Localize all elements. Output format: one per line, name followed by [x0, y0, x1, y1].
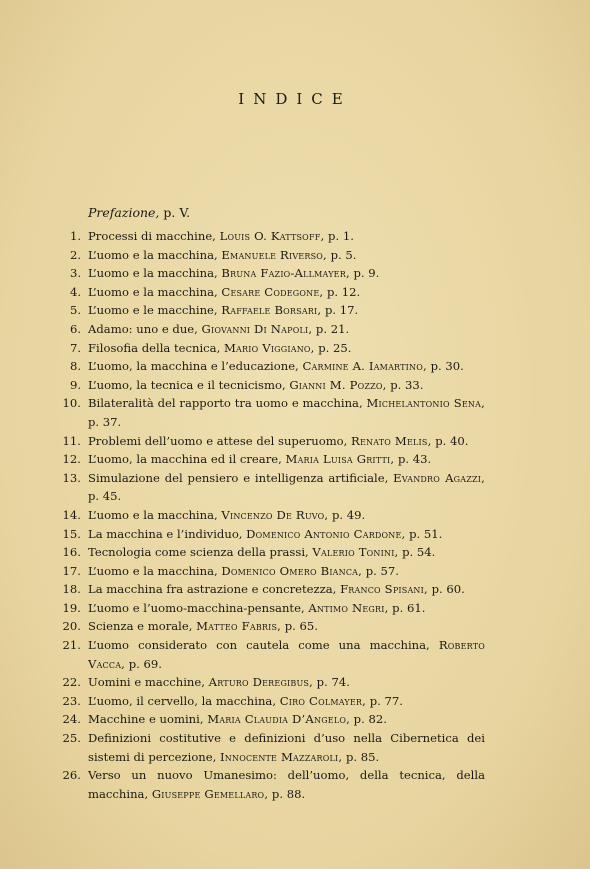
toc-entry	[45, 469, 485, 506]
entry-title: Scienza e morale,	[88, 619, 193, 634]
table-of-contents	[45, 227, 485, 803]
toc-entry	[45, 543, 485, 562]
entry-number: 19.	[62, 600, 81, 615]
entry-number: 13.	[62, 470, 81, 485]
entry-author: Innocente Mazzaroli,	[220, 749, 343, 764]
toc-entry	[45, 766, 485, 803]
entry-author: Louis O. Kattsoff,	[219, 229, 325, 243]
entry-author: Renato Melis,	[351, 433, 432, 448]
entry-title: Verso un nuovo Umanesimo: dell’uomo, della tecnica, della macchina,	[88, 768, 485, 801]
entry-author: Gianni M. Pozzo,	[289, 377, 387, 392]
entry-number: 21.	[62, 638, 81, 653]
entry-title: La macchina fra astrazione e concretezza,	[88, 582, 337, 597]
entry-page: p. 82.	[353, 712, 387, 727]
entry-page: p. 17.	[324, 303, 359, 318]
entry-title: L’uomo e la macchina,	[88, 247, 218, 262]
entry-page: p. 74.	[316, 675, 350, 690]
entry-title: L’uomo, il cervello, la macchina,	[88, 693, 277, 708]
entry-page: p. 1.	[328, 229, 354, 243]
entry-number: 1.	[69, 229, 81, 243]
entry-author: Michelantonio Sena,	[366, 396, 485, 411]
entry-title: L’uomo e la macchina,	[88, 507, 218, 522]
entry-number: 8.	[69, 359, 81, 374]
entry-page: p. 77.	[369, 693, 403, 708]
entry-number: 3.	[69, 266, 81, 281]
entry-title: L’uomo, la tecnica e il tecnicismo,	[88, 377, 286, 392]
toc-entry	[45, 357, 485, 376]
toc-entry	[45, 562, 485, 581]
toc-entry	[45, 283, 485, 302]
entry-author: Matteo Fabris,	[196, 619, 282, 634]
entry-title: Definizioni costitutive e definizioni d’uso nella Cibernetica dei sistemi di percezione,	[88, 731, 485, 764]
entry-number: 9.	[69, 377, 81, 392]
entry-title: L’uomo e l’uomo-macchina-pensante,	[88, 600, 305, 615]
entry-title: L’uomo, la macchina e l’educazione,	[88, 359, 299, 374]
entry-page: p. 57.	[365, 563, 399, 578]
entry-title: Adamo: uno e due,	[88, 321, 198, 336]
entry-page: p. 49.	[331, 507, 366, 522]
entry-page: p. 45.	[88, 489, 122, 504]
entry-number: 17.	[62, 563, 81, 578]
entry-page: p. 9.	[353, 266, 380, 281]
entry-number: 10.	[62, 396, 81, 411]
entry-page: p. 43.	[397, 452, 432, 467]
entry-page: p. 65.	[284, 619, 318, 634]
preface-entry	[88, 205, 190, 220]
toc-entry	[45, 432, 485, 451]
entry-author: Bruna Fazio-Allmayer,	[221, 266, 350, 281]
page-title: INDICE	[238, 90, 352, 108]
entry-number: 18.	[62, 582, 81, 597]
preface-label: Prefazione,	[88, 205, 160, 220]
entry-author: Evandro Agazzi,	[393, 470, 485, 485]
entry-author: Vincenzo De Ruvo,	[221, 507, 329, 522]
entry-number: 6.	[69, 321, 81, 336]
toc-entry	[45, 525, 485, 544]
entry-author: Mario Viggiano,	[223, 340, 315, 355]
entry-number: 12.	[62, 452, 81, 467]
entry-page: p. 69.	[128, 656, 162, 671]
toc-entry	[45, 710, 485, 729]
entry-title: Problemi dell’uomo e attese del superuomo,	[88, 433, 348, 448]
toc-entry	[45, 246, 485, 265]
entry-page: p. 12.	[326, 284, 361, 299]
entry-author: Raffaele Borsari,	[221, 303, 322, 318]
entry-page: p. 60.	[431, 582, 465, 597]
toc-entry	[45, 692, 485, 711]
toc-entry	[45, 264, 485, 283]
entry-title: L’uomo considerato con cautela come una macchina,	[88, 638, 430, 653]
entry-author: Giovanni Di Napoli,	[201, 321, 313, 336]
entry-number: 7.	[69, 340, 81, 355]
entry-number: 4.	[69, 284, 81, 299]
entry-page: p. 33.	[390, 377, 424, 392]
toc-entry	[45, 301, 485, 320]
entry-title: Macchine e uomini,	[88, 712, 204, 727]
entry-number: 20.	[62, 619, 81, 634]
entry-author: Domenico Antonio Cardone,	[246, 526, 406, 541]
entry-author: Valerio Tonini,	[312, 545, 399, 560]
entry-number: 5.	[69, 303, 81, 318]
entry-page: p. 61.	[392, 600, 426, 615]
entry-title: L’uomo e la macchina,	[88, 266, 218, 281]
entry-title: Processi di macchine,	[88, 229, 216, 243]
entry-title: Tecnologia come scienza della prassi,	[88, 545, 309, 560]
entry-page: p. 85.	[345, 749, 380, 764]
entry-page: p. 40.	[435, 433, 469, 448]
entry-title: Simulazione del pensiero e intelligenza artificiale,	[88, 470, 389, 485]
entry-page: p. 5.	[330, 247, 357, 262]
entry-author: Ciro Colmayer,	[279, 693, 367, 708]
toc-entry	[45, 450, 485, 469]
entry-number: 15.	[62, 526, 81, 541]
entry-title: Bilateralità del rapporto tra uomo e macchina,	[88, 396, 363, 411]
entry-number: 26.	[62, 768, 81, 783]
entry-page: p. 51.	[409, 526, 443, 541]
entry-author: Carmine A. Iamartino,	[302, 359, 427, 374]
toc-entry	[45, 599, 485, 618]
entry-author: Roberto Vacca,	[88, 638, 486, 671]
toc-entry	[45, 636, 485, 673]
entry-title: L’uomo e la macchina,	[88, 284, 218, 299]
entry-author: Maria Claudia D’Angelo,	[207, 712, 350, 727]
entry-number: 2.	[69, 247, 81, 262]
toc-entry	[45, 729, 485, 766]
toc-entry	[45, 617, 485, 636]
entry-number: 11.	[62, 433, 81, 448]
toc-entry	[45, 320, 485, 339]
toc-entry	[45, 506, 485, 525]
entry-author: Giuseppe Gemellaro,	[151, 786, 269, 801]
entry-page: p. 54.	[402, 545, 436, 560]
entry-title: L’uomo e la macchina,	[88, 563, 218, 578]
entry-title: Uomini e macchine,	[88, 675, 205, 690]
entry-page: p. 30.	[430, 359, 464, 374]
entry-page: p. 21.	[315, 321, 350, 336]
entry-author: Cesare Codegone,	[221, 284, 324, 299]
entry-page: p. 25.	[318, 340, 352, 355]
entry-title: L’uomo e le macchine,	[88, 303, 218, 318]
toc-entry	[45, 580, 485, 599]
toc-entry	[45, 339, 485, 358]
entry-author: Maria Luisa Gritti,	[285, 452, 395, 467]
entry-number: 23.	[62, 693, 81, 708]
entry-author: Emanuele Riverso,	[221, 247, 327, 262]
entry-number: 24.	[62, 712, 81, 727]
toc-entry	[45, 673, 485, 692]
entry-title: L’uomo, la macchina ed il creare,	[88, 452, 282, 467]
entry-page: p. 88.	[271, 786, 306, 801]
entry-author: Domenico Omero Bianca,	[221, 563, 363, 578]
preface-page: p. V.	[163, 205, 191, 220]
entry-number: 14.	[62, 507, 81, 522]
toc-entry	[45, 376, 485, 395]
entry-number: 16.	[62, 545, 81, 560]
toc-entry	[45, 227, 485, 246]
entry-author: Arturo Deregibus,	[208, 675, 313, 690]
entry-title: La macchina e l’individuo,	[88, 526, 243, 541]
entry-number: 22.	[62, 675, 81, 690]
entry-author: Antimo Negri,	[308, 600, 389, 615]
entry-author: Franco Spisani,	[340, 582, 428, 597]
entry-number: 25.	[62, 731, 81, 746]
entry-title: Filosofia della tecnica,	[88, 340, 221, 355]
toc-entry	[45, 394, 485, 431]
entry-page: p. 37.	[88, 414, 122, 429]
